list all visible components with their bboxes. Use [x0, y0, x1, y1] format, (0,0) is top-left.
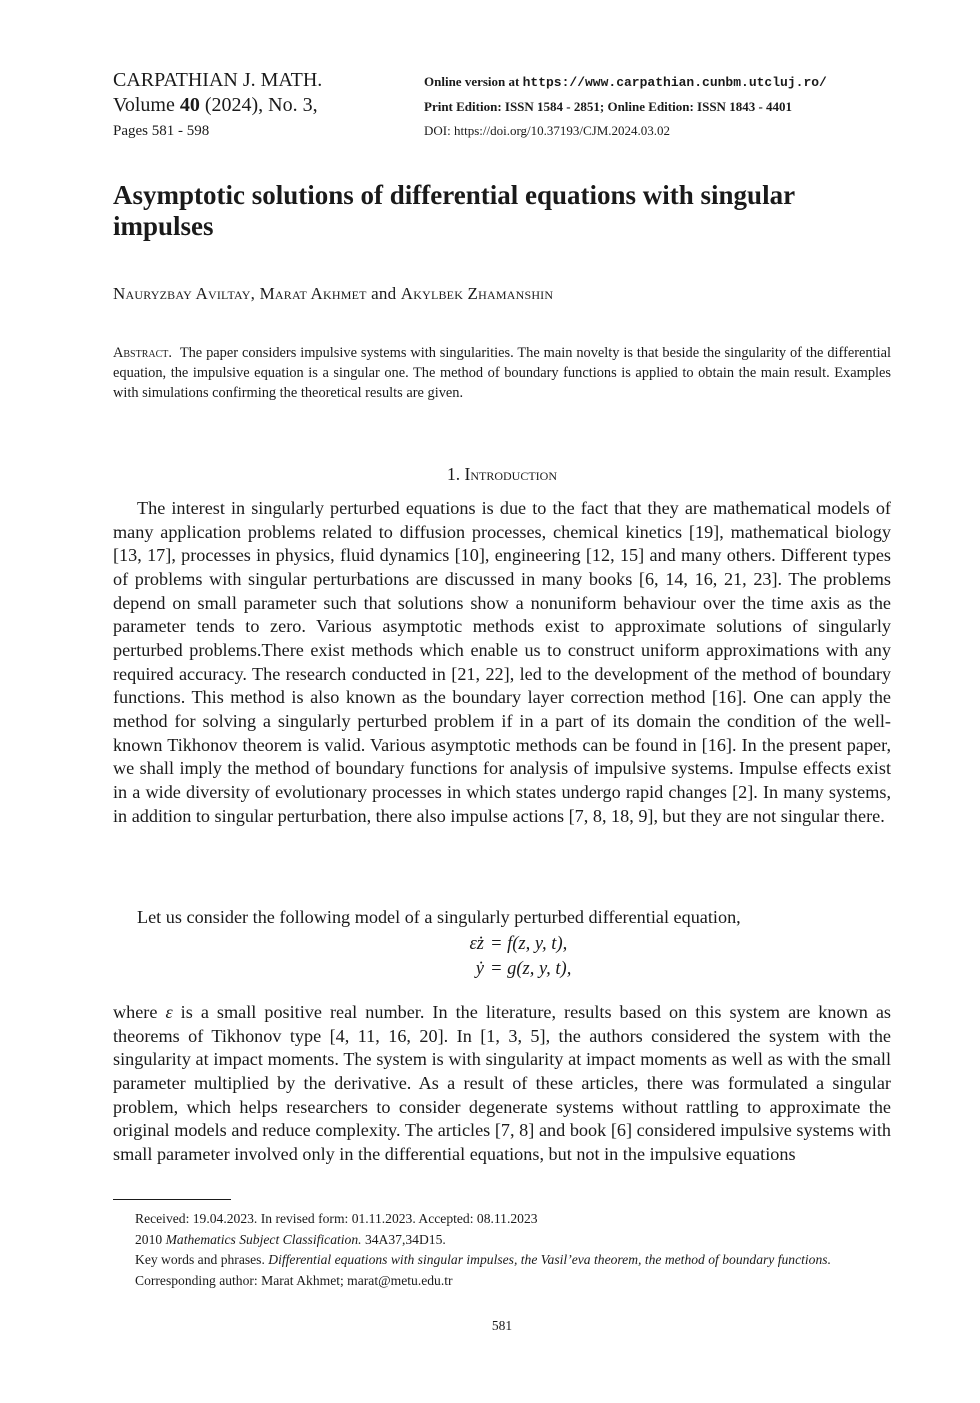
footnote-rule: [113, 1199, 231, 1200]
journal-header: [113, 68, 322, 142]
footnote-msc: 2010 Mathematics Subject Classification. 34A37,34D15.: [135, 1231, 446, 1247]
footnotes: [113, 1209, 891, 1291]
intro-paragraph-1: The interest in singularly perturbed equations is due to the fact that they are mathematical models of many application problems related to diffusion processes, chemical kinetics [19], mathematical biology [13, 17], processes in physics, fluid dynamics [10], engineering [12, 15] and many others. Different types of problems with singular perturbations are discussed in many books [6, 14, 16, 21, 23]. The problems depend on small parameter such that solutions show a nonuniform behaviour over the time axis as the parameter tends to zero. Various asymptotic methods exist to approximate solutions of singularly perturbed problems.There exist methods which enable us to construct uniform approximations with any required accuracy. The research conducted in [21, 22], led to the development of the method of boundary functions. This method is also known as the boundary layer correction method [16]. One can apply the method for solving a singularly perturbed problem if in a part of its domain the condition of the well-known Tikhonov theorem is valid. Various asymptotic methods can be found in [16]. In the present paper, we shall imply the method of boundary functions for analysis of impulsive systems. Impulse effects exist in a wide diversity of evolutionary processes in which states undergo rapid changes [2]. In many systems, in addition to singular perturbation, there also impulse actions [7, 8, 18, 9], but they are not singular there.: [113, 498, 891, 826]
journal-name: CARPATHIAN J. MATH.: [113, 69, 323, 91]
journal-volume: Volume 40 (2024), No. 3,: [113, 94, 318, 116]
footnote-received: Received: 19.04.2023. In revised form: 01.11.2023. Accepted: 08.11.2023: [135, 1211, 538, 1226]
online-version: Online version at https://www.carpathian.cunbm.utcluj.ro/: [424, 74, 827, 90]
equation-1: εż = f(z, y, t),: [469, 934, 568, 954]
page-number: 581: [491, 1318, 513, 1333]
print-edition: Print Edition: ISSN 1584 - 2851; Online Edition: ISSN 1843 - 4401: [424, 99, 793, 114]
author-list: Nauryzbay Aviltay, Marat Akhmet and Akylbek Zhamanshin: [113, 284, 554, 303]
abstract-text: The paper considers impulsive systems with singularities. The main novelty is that beside the singularity of the differential equation, the impulsive equation is a singular one. The method of boundary functions is applied to obtain the main result. Examples with simulations confirming the theoretical results are given.: [113, 345, 892, 401]
journal-pages: Pages 581 - 598: [113, 123, 210, 139]
journal-info: [424, 70, 827, 143]
volume-number: 40: [179, 94, 200, 116]
equation-system: [400, 934, 600, 980]
section-heading: [0, 464, 980, 485]
footnote-corresponding: Corresponding author: Marat Akhmet; marat@metu.edu.tr: [135, 1272, 453, 1288]
footnote-keywords: Key words and phrases. Differential equations with singular impulses, the Vasil’eva theorem, the method of boundary functions.: [135, 1252, 831, 1267]
doi-link[interactable]: DOI: https://doi.org/10.37193/CJM.2024.03.02: [424, 123, 671, 138]
author-1: Nauryzbay Aviltay: [113, 284, 251, 303]
intro-paragraph-3: where ε is a small positive real number. In the literature, results based on this system are known as theorems of Tikhonov type [4, 11, 16, 20]. In [1, 3, 5], the authors considered the system with the singularity at impact moments. The system is with singularity at impact moments as well as with the small parameter multiplied by the derivative. As a result of these articles, there was formulated a singular problem, which helps researchers to consider degenerate systems without rattling to approximate the original models and reduce complexity. The articles [7, 8] and book [6] considered impulsive systems with small parameter involved only in the differential equations, but not in the impulsive equations: [113, 1002, 891, 1164]
abstract-label: Abstract.: [113, 345, 172, 361]
equation-2: ẏ = g(z, y, t),: [475, 959, 572, 979]
abstract: [113, 343, 891, 403]
epsilon-symbol: ε: [165, 1002, 173, 1022]
intro-paragraph-2: Let us consider the following model of a singularly perturbed differential equation,: [137, 907, 741, 927]
author-3: Akylbek Zhamanshin: [400, 284, 554, 303]
paper-title: Asymptotic solutions of differential equations with singular impulses: [113, 180, 795, 241]
section-number: 1.: [447, 464, 461, 484]
author-2: Marat Akhmet: [259, 284, 367, 303]
online-url-link[interactable]: https://www.carpathian.cunbm.utcluj.ro/: [522, 75, 827, 90]
section-title: Introduction: [464, 464, 557, 484]
